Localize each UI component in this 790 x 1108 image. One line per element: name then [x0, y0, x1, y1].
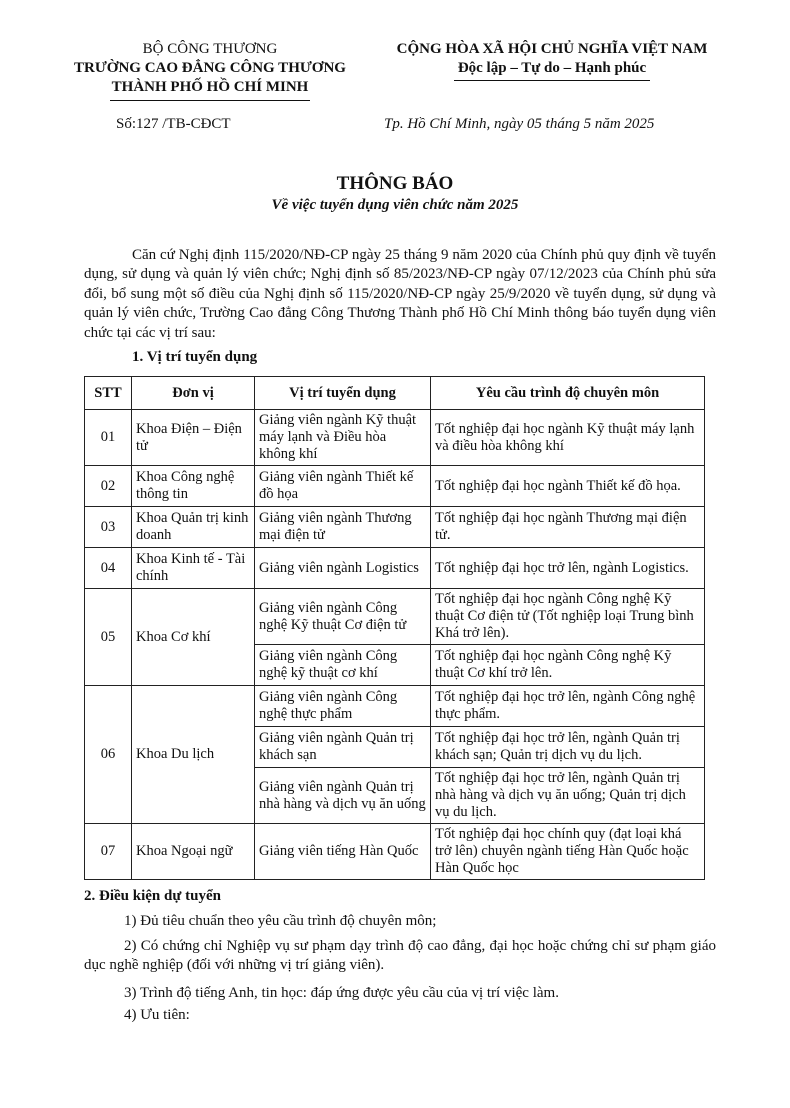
table-row [85, 507, 705, 548]
row-position: Giảng viên tiếng Hàn Quốc [255, 824, 431, 880]
motto-underline [454, 80, 650, 81]
header-unit: Đơn vị [132, 377, 255, 410]
row-position: Giảng viên ngành Công nghệ thực phẩm [255, 686, 431, 727]
table-row [85, 466, 705, 507]
row-requirement: Tốt nghiệp đại học chính quy (đạt loại khá trở lên) chuyên ngành tiếng Hàn Quốc hoặc Hàn Quốc học [431, 824, 705, 880]
condition-item: 3) Trình độ tiếng Anh, tin học: đáp ứng được yêu cầu của vị trí việc làm. [124, 985, 559, 1001]
row-requirement: Tốt nghiệp đại học ngành Thương mại điện tử. [431, 507, 705, 548]
header-requirement: Yêu cầu trình độ chuyên môn [431, 377, 705, 410]
intro-paragraph: Căn cứ Nghị định 115/2020/NĐ-CP ngày 25 tháng 9 năm 2020 của Chính phủ quy định về tuyển dụng, sử dụng và quản lý viên chức; Nghị định số 85/2023/NĐ-CP ngày 07/12/2023 của Chính phủ sửa đổi, bổ sung một số điều của Nghị định số 115/2020/NĐ-CP ngày 25/9/2020 về tuyển dụng, sử dụng và quản lý viên chức, Trường Cao đẳng Công Thương Thành phố Hồ Chí Minh thông báo tuyển dụng viên chức tại các vị trí sau: [84, 247, 716, 341]
section-heading-conditions: 2. Điều kiện dự tuyển [84, 888, 221, 904]
row-stt: 06 [85, 686, 132, 824]
notice-title: THÔNG BÁO [336, 173, 454, 194]
row-requirement: Tốt nghiệp đại học ngành Công nghệ Kỹ thuật Cơ điện tử (Tốt nghiệp loại Trung bình Khá trở lên). [431, 589, 705, 645]
condition-item: 2) Có chứng chỉ Nghiệp vụ sư phạm dạy trình độ cao đẳng, đại học hoặc chứng chỉ sư phạm giáo dục nghề nghiệp (đối với những vị trí giảng viên). [84, 938, 716, 973]
republic-title: CỘNG HÒA XÃ HỘI CHỦ NGHĨA VIỆT NAM [396, 41, 708, 57]
table-row [85, 589, 705, 645]
school-name-line2: THÀNH PHỐ HỒ CHÍ MINH [111, 79, 309, 95]
national-motto: Độc lập – Tự do – Hạnh phúc [457, 60, 647, 76]
row-position: Giảng viên ngành Quản trị khách sạn [255, 727, 431, 768]
row-requirement: Tốt nghiệp đại học trở lên, ngành Logistics. [431, 548, 705, 589]
section-heading-positions: 1. Vị trí tuyển dụng [132, 349, 258, 365]
school-name-line1: TRƯỜNG CAO ĐẲNG CÔNG THƯƠNG [74, 60, 346, 76]
row-stt: 07 [85, 824, 132, 880]
row-requirement: Tốt nghiệp đại học trở lên, ngành Công nghệ thực phẩm. [431, 686, 705, 727]
table-row [85, 824, 705, 880]
row-requirement: Tốt nghiệp đại học ngành Công nghệ Kỹ thuật Cơ khí trở lên. [431, 645, 705, 686]
notice-subtitle: Về việc tuyển dụng viên chức năm 2025 [271, 197, 519, 213]
row-position: Giảng viên ngành Quản trị nhà hàng và dịch vụ ăn uống [255, 768, 431, 824]
row-position: Giảng viên ngành Thiết kế đồ họa [255, 466, 431, 507]
ministry-name: BỘ CÔNG THƯƠNG [142, 41, 278, 57]
document-number: Số:127 /TB-CĐCT [116, 116, 231, 132]
row-requirement: Tốt nghiệp đại học trở lên, ngành Quản trị khách sạn; Quản trị dịch vụ du lịch. [431, 727, 705, 768]
row-unit: Khoa Du lịch [132, 686, 255, 824]
table-header-row [85, 377, 705, 410]
row-position: Giảng viên ngành Công nghệ kỹ thuật cơ khí [255, 645, 431, 686]
row-position: Giảng viên ngành Kỹ thuật máy lạnh và Điều hòa không khí [255, 410, 431, 466]
row-position: Giảng viên ngành Thương mại điện tử [255, 507, 431, 548]
header-stt: STT [85, 377, 132, 410]
row-requirement: Tốt nghiệp đại học ngành Thiết kế đồ họa. [431, 466, 705, 507]
place-date: Tp. Hồ Chí Minh, ngày 05 tháng 5 năm 2025 [384, 116, 655, 132]
row-requirement: Tốt nghiệp đại học trở lên, ngành Quản trị nhà hàng và dịch vụ ăn uống; Quản trị dịch vụ du lịch. [431, 768, 705, 824]
row-unit: Khoa Công nghệ thông tin [132, 466, 255, 507]
condition-item: 1) Đủ tiêu chuẩn theo yêu cầu trình độ chuyên môn; [124, 913, 437, 929]
row-unit: Khoa Ngoại ngữ [132, 824, 255, 880]
positions-table [84, 376, 705, 880]
condition-item: 4) Ưu tiên: [124, 1007, 190, 1023]
row-position: Giảng viên ngành Công nghệ Kỹ thuật Cơ điện tử [255, 589, 431, 645]
row-stt: 03 [85, 507, 132, 548]
national-header [352, 40, 752, 78]
table-row [85, 686, 705, 727]
row-stt: 01 [85, 410, 132, 466]
issuer-underline [110, 100, 310, 101]
row-stt: 02 [85, 466, 132, 507]
issuer-block [40, 40, 380, 97]
row-stt: 05 [85, 589, 132, 686]
row-position: Giảng viên ngành Logistics [255, 548, 431, 589]
row-unit: Khoa Điện – Điện tử [132, 410, 255, 466]
header-position: Vị trí tuyển dụng [255, 377, 431, 410]
row-stt: 04 [85, 548, 132, 589]
row-unit: Khoa Cơ khí [132, 589, 255, 686]
row-unit: Khoa Kinh tế - Tài chính [132, 548, 255, 589]
row-requirement: Tốt nghiệp đại học ngành Kỹ thuật máy lạnh và điều hòa không khí [431, 410, 705, 466]
row-unit: Khoa Quản trị kinh doanh [132, 507, 255, 548]
table-row [85, 410, 705, 466]
table-row [85, 548, 705, 589]
